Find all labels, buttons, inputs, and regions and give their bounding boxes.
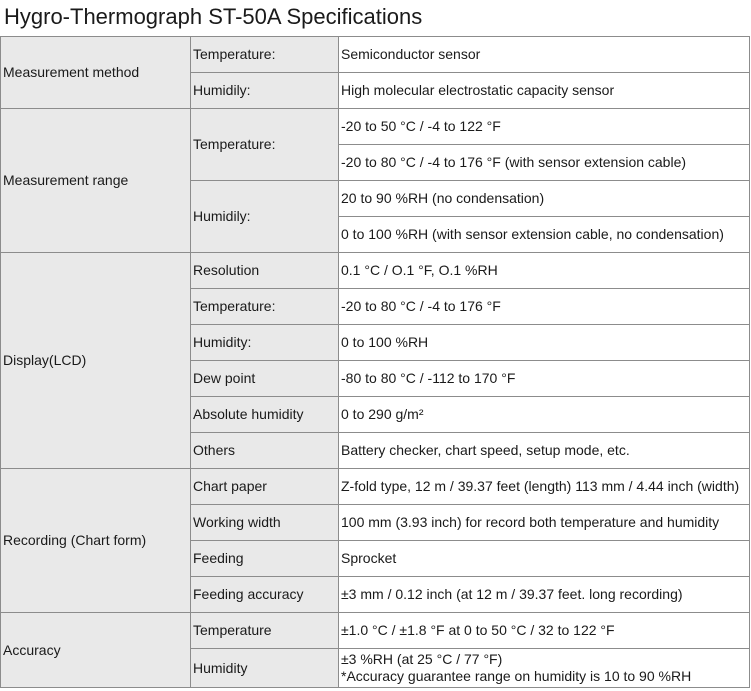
spec-value-cell: Battery checker, chart speed, setup mode, etc. (339, 433, 750, 469)
spec-label-cell: Temperature (191, 613, 339, 649)
spec-label-cell: Humidily: (191, 73, 339, 109)
spec-label-cell: Humidity (191, 649, 339, 688)
spec-value-cell: 0.1 °C / O.1 °F, O.1 %RH (339, 253, 750, 289)
category-cell: Measurement range (1, 109, 191, 253)
spec-label-cell: Dew point (191, 361, 339, 397)
table-row (1, 37, 750, 73)
spec-label-cell: Absolute humidity (191, 397, 339, 433)
category-cell: Measurement method (1, 37, 191, 109)
spec-label-cell: Temperature: (191, 289, 339, 325)
category-cell: Display(LCD) (1, 253, 191, 469)
spec-label-cell: Humidity: (191, 325, 339, 361)
spec-value-cell: -80 to 80 °C / -112 to 170 °F (339, 361, 750, 397)
page-title: Hygro-Thermograph ST-50A Specifications (4, 4, 423, 29)
spec-label-cell: Temperature: (191, 109, 339, 181)
spec-label-cell: Others (191, 433, 339, 469)
spec-label-cell: Working width (191, 505, 339, 541)
spec-value-cell: 20 to 90 %RH (no condensation) (339, 181, 750, 217)
spec-value-cell: Z-fold type, 12 m / 39.37 feet (length) 113 mm / 4.44 inch (width) (339, 469, 750, 505)
spec-value-cell: High molecular electrostatic capacity sensor (339, 73, 750, 109)
spec-label-cell: Humidily: (191, 181, 339, 253)
table-row (1, 253, 750, 289)
spec-value-cell: -20 to 80 °C / -4 to 176 °F (with sensor extension cable) (339, 145, 750, 181)
spec-value-cell: 100 mm (3.93 inch) for record both temperature and humidity (339, 505, 750, 541)
spec-value-cell: 0 to 100 %RH (339, 325, 750, 361)
specifications-table (0, 36, 750, 688)
spec-value-cell: ±1.0 °C / ±1.8 °F at 0 to 50 °C / 32 to 122 °F (339, 613, 750, 649)
spec-label-cell: Feeding accuracy (191, 577, 339, 613)
spec-value-cell: ±3 %RH (at 25 °C / 77 °F) *Accuracy guarantee range on humidity is 10 to 90 %RH (339, 649, 750, 688)
spec-value-cell: Sprocket (339, 541, 750, 577)
spec-value-cell: 0 to 290 g/m² (339, 397, 750, 433)
spec-label-cell: Chart paper (191, 469, 339, 505)
table-row (1, 613, 750, 649)
spec-label-cell: Temperature: (191, 37, 339, 73)
spec-value-cell: Semiconductor sensor (339, 37, 750, 73)
spec-label-cell: Resolution (191, 253, 339, 289)
spec-value-cell: ±3 mm / 0.12 inch (at 12 m / 39.37 feet. long recording) (339, 577, 750, 613)
table-row (1, 109, 750, 145)
spec-value-cell: -20 to 50 °C / -4 to 122 °F (339, 109, 750, 145)
spec-value-cell: 0 to 100 %RH (with sensor extension cable, no condensation) (339, 217, 750, 253)
category-cell: Accuracy (1, 613, 191, 688)
spec-value-cell: -20 to 80 °C / -4 to 176 °F (339, 289, 750, 325)
spec-label-cell: Feeding (191, 541, 339, 577)
category-cell: Recording (Chart form) (1, 469, 191, 613)
table-row (1, 469, 750, 505)
